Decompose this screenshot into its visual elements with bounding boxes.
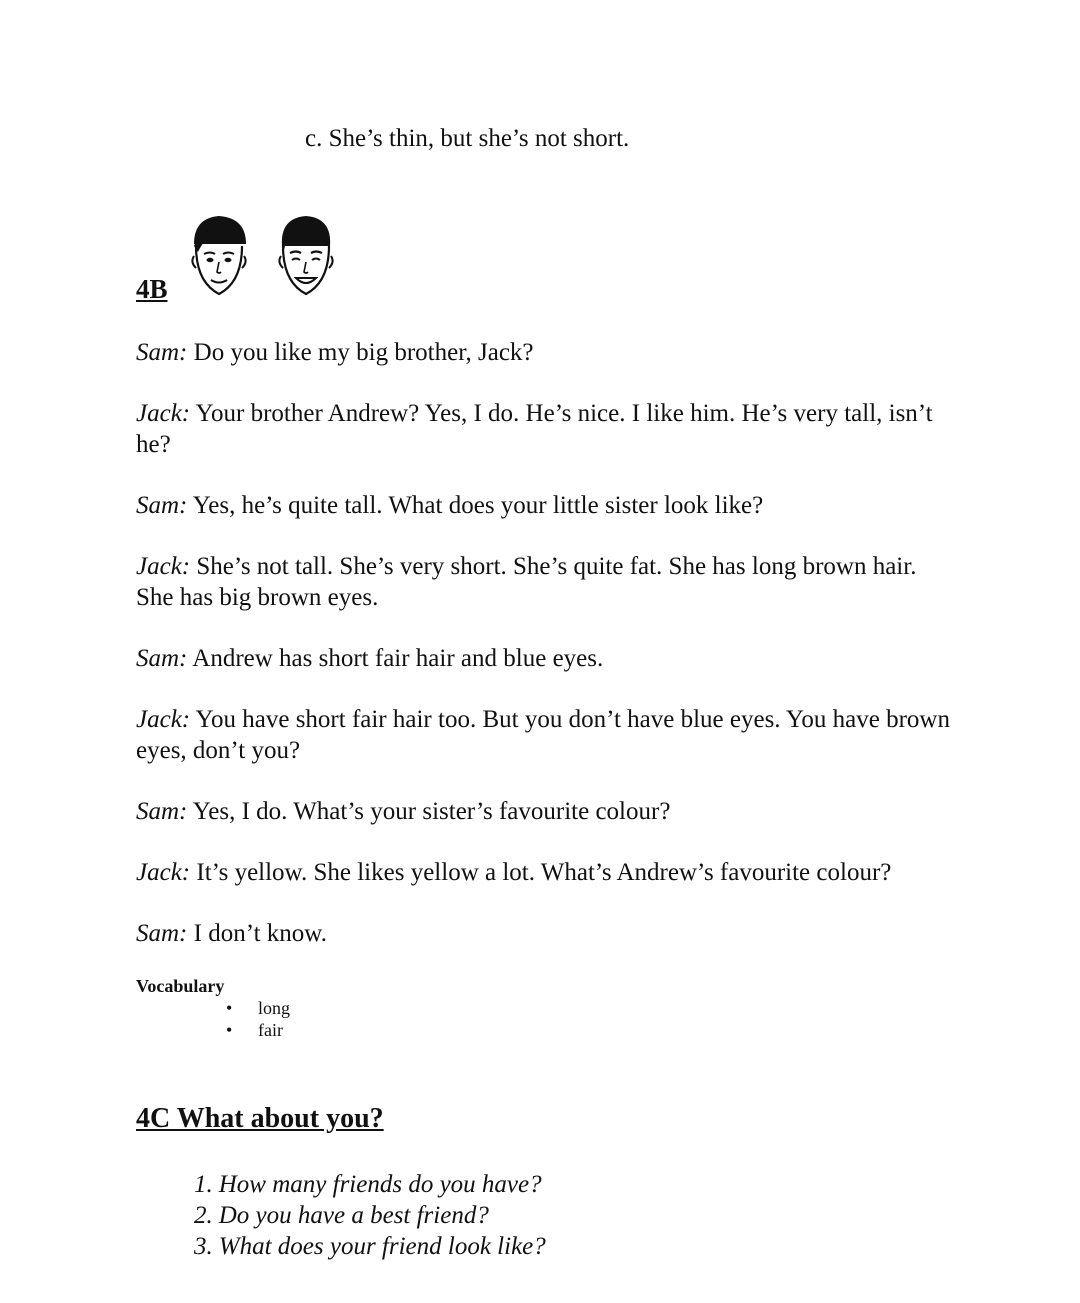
vocabulary-word: fair xyxy=(258,1020,283,1040)
dialogue-text: She’s not tall. She’s very short. She’s quite fat. She has long brown hair. She has big brown eyes. xyxy=(136,553,917,611)
section-4c xyxy=(136,1103,384,1135)
vocabulary-word: long xyxy=(258,998,291,1018)
section-4c-heading: 4C What about you? xyxy=(136,1103,384,1134)
dialogue-text: Do you like my big brother, Jack? xyxy=(187,339,534,366)
speaker-name: Sam: xyxy=(136,492,188,519)
question-item xyxy=(194,1169,546,1200)
question-text: How many friends do you have? xyxy=(218,1171,542,1198)
question-number: 3. xyxy=(194,1233,213,1260)
question-number: 1. xyxy=(194,1171,213,1198)
dialogue-line xyxy=(136,551,956,613)
speaker-name: Jack: xyxy=(136,400,191,427)
vocabulary-box xyxy=(136,976,290,1041)
speaker-name: Jack: xyxy=(136,553,191,580)
speaker-name: Jack: xyxy=(136,859,191,886)
speaker-name: Sam: xyxy=(136,798,188,825)
section-4b-heading: 4B xyxy=(136,274,168,304)
dialogue-line xyxy=(136,337,956,368)
speaker-name: Jack: xyxy=(136,706,191,733)
dialogue-text: Andrew has short fair hair and blue eyes. xyxy=(187,645,604,672)
dialogue-text: Yes, I do. What’s your sister’s favourite colour? xyxy=(187,798,671,825)
dialogue-line xyxy=(136,857,956,888)
vocabulary-item xyxy=(226,1019,290,1041)
dialogue-line xyxy=(136,643,956,674)
dialogue-line xyxy=(136,918,956,949)
dialogue-text: I don’t know. xyxy=(187,920,327,947)
dialogue-line xyxy=(136,704,956,766)
dialogue-text: Your brother Andrew? Yes, I do. He’s nice. I like him. He’s very tall, isn’t he? xyxy=(136,400,933,458)
vocabulary-list xyxy=(136,997,290,1041)
speaker-name: Sam: xyxy=(136,920,188,947)
dialogue-text: Yes, he’s quite tall. What does your little sister look like? xyxy=(187,492,764,519)
bullet-icon: • xyxy=(226,998,233,1018)
dialogue-text: You have short fair hair too. But you don’t have blue eyes. You have brown eyes, don’t you? xyxy=(136,706,950,764)
question-text: What does your friend look like? xyxy=(218,1233,546,1260)
boy-face-icon xyxy=(270,210,340,298)
previous-answer-option: c. She’s thin, but she’s not short. xyxy=(305,125,630,152)
dialogue xyxy=(136,337,956,979)
dialogue-text: It’s yellow. She likes yellow a lot. What’s Andrew’s favourite colour? xyxy=(190,859,892,886)
speaker-name: Sam: xyxy=(136,339,188,366)
bullet-icon: • xyxy=(226,1020,233,1040)
speaker-name: Sam: xyxy=(136,645,188,672)
dialogue-line xyxy=(136,398,956,460)
question-item xyxy=(194,1231,546,1262)
boy-face-icon xyxy=(184,210,254,298)
vocabulary-title: Vocabulary xyxy=(136,976,225,996)
question-item xyxy=(194,1200,546,1231)
vocabulary-item xyxy=(226,997,291,1019)
dialogue-line xyxy=(136,796,956,827)
question-text: Do you have a best friend? xyxy=(218,1202,489,1229)
question-list xyxy=(194,1169,546,1262)
dialogue-line xyxy=(136,490,956,521)
question-number: 2. xyxy=(194,1202,213,1229)
